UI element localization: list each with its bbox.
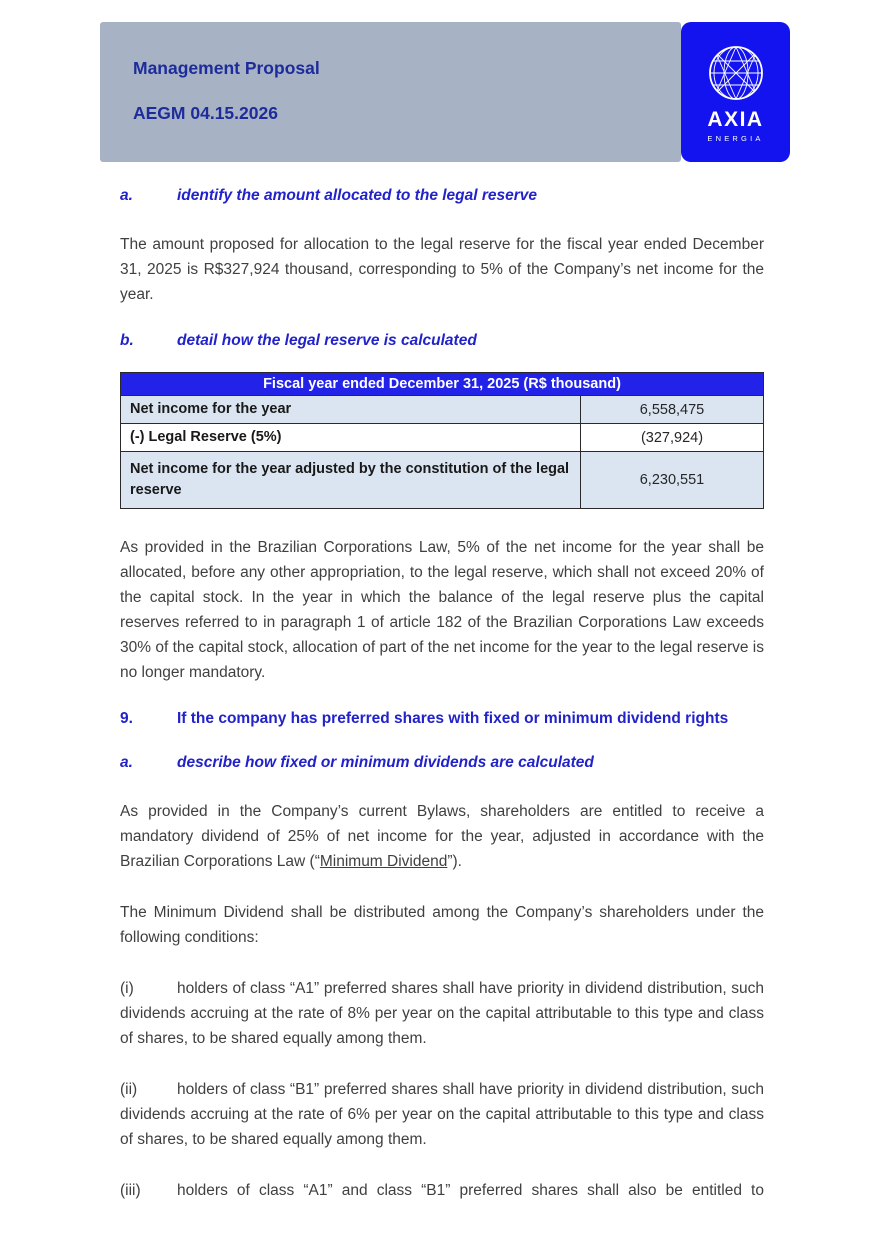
list-item-i bbox=[120, 976, 764, 1051]
table-cell-value: (327,924) bbox=[581, 424, 764, 452]
table-row bbox=[121, 452, 764, 509]
section-heading-b bbox=[120, 331, 764, 351]
section-heading-9 bbox=[120, 709, 764, 729]
company-logo bbox=[681, 22, 790, 162]
table-header-row bbox=[121, 373, 764, 396]
document-header bbox=[100, 22, 880, 162]
table-cell-label: Net income for the year bbox=[121, 396, 581, 424]
logo-subtitle: ENERGIA bbox=[707, 134, 764, 143]
header-banner bbox=[100, 22, 681, 162]
legal-reserve-table-wrap bbox=[120, 372, 764, 509]
paragraph-legal-reserve-law: As provided in the Brazilian Corporations Law, 5% of the net income for the year shall be allocated, before any other appropriation, to the legal reserve, which shall not exceed 20% of the capital stock. In the year in which the balance of the legal reserve plus the capital reserves referred to in paragraph 1 of article 182 of the Brazilian Corporations Law exceeds 30% of the capital stock, allocation of part of the net income for the year to the legal reserve is no longer mandatory. bbox=[120, 539, 764, 681]
logo-title: AXIA bbox=[707, 108, 764, 131]
item-marker: (i) bbox=[120, 980, 134, 997]
heading-text: describe how fixed or minimum dividends are calculated bbox=[177, 754, 594, 771]
paragraph-distribution-conditions: The Minimum Dividend shall be distributed among the Company’s shareholders under the following conditions: bbox=[120, 904, 764, 946]
table-cell-label: Net income for the year adjusted by the constitution of the legal reserve bbox=[121, 452, 581, 509]
legal-reserve-table bbox=[120, 372, 764, 509]
heading-text: identify the amount allocated to the legal reserve bbox=[177, 187, 538, 204]
list-item-ii bbox=[120, 1077, 764, 1152]
item-text: holders of class “A1” and class “B1” preferred shares shall also be entitled to bbox=[177, 1182, 764, 1199]
table-cell-label: (-) Legal Reserve (5%) bbox=[121, 424, 581, 452]
document-title: Management Proposal bbox=[133, 58, 320, 78]
paragraph-legal-reserve-amount: The amount proposed for allocation to the legal reserve for the fiscal year ended December 31, 2025 is R$327,924 thousand, corresponding to 5% of the Company’s net income for the year. bbox=[120, 236, 764, 303]
globe-icon bbox=[704, 41, 768, 105]
list-item-iii bbox=[120, 1178, 764, 1203]
paragraph-minimum-dividend bbox=[120, 799, 764, 874]
table-cell-value: 6,558,475 bbox=[581, 396, 764, 424]
heading-marker: a. bbox=[120, 754, 133, 771]
document-body bbox=[0, 186, 880, 1203]
table-header: Fiscal year ended December 31, 2025 (R$ thousand) bbox=[121, 373, 764, 396]
item-marker: (iii) bbox=[120, 1182, 141, 1199]
table-row bbox=[121, 396, 764, 424]
document-subtitle: AEGM 04.15.2026 bbox=[133, 103, 278, 123]
item-text: holders of class “B1” preferred shares shall have priority in dividend distribution, such dividends accruing at the rate of 6% per year on the capital attributable to this type and class of shares, to be shared equally among them. bbox=[120, 1081, 764, 1148]
paragraph-text-after: ”). bbox=[447, 853, 462, 870]
section-heading-a1 bbox=[120, 186, 764, 206]
item-marker: (ii) bbox=[120, 1081, 138, 1098]
section-heading-a2 bbox=[120, 753, 764, 773]
paragraph-text-before: As provided in the Company’s current Bylaws, shareholders are entitled to receive a mandatory dividend of 25% of net income for the year, adjusted in accordance with the Brazilian Corporations Law (“ bbox=[120, 803, 764, 870]
heading-marker: 9. bbox=[120, 710, 133, 727]
heading-marker: a. bbox=[120, 187, 133, 204]
table-cell-value: 6,230,551 bbox=[581, 452, 764, 509]
heading-text: detail how the legal reserve is calculated bbox=[177, 332, 477, 349]
table-row bbox=[121, 424, 764, 452]
heading-marker: b. bbox=[120, 332, 134, 349]
heading-text: If the company has preferred shares with fixed or minimum dividend rights bbox=[177, 710, 729, 727]
item-text: holders of class “A1” preferred shares shall have priority in dividend distribution, such dividends accruing at the rate of 8% per year on the capital attributable to this type and class of shares, to be shared equally among them. bbox=[120, 980, 764, 1047]
minimum-dividend-term: Minimum Dividend bbox=[319, 853, 448, 870]
